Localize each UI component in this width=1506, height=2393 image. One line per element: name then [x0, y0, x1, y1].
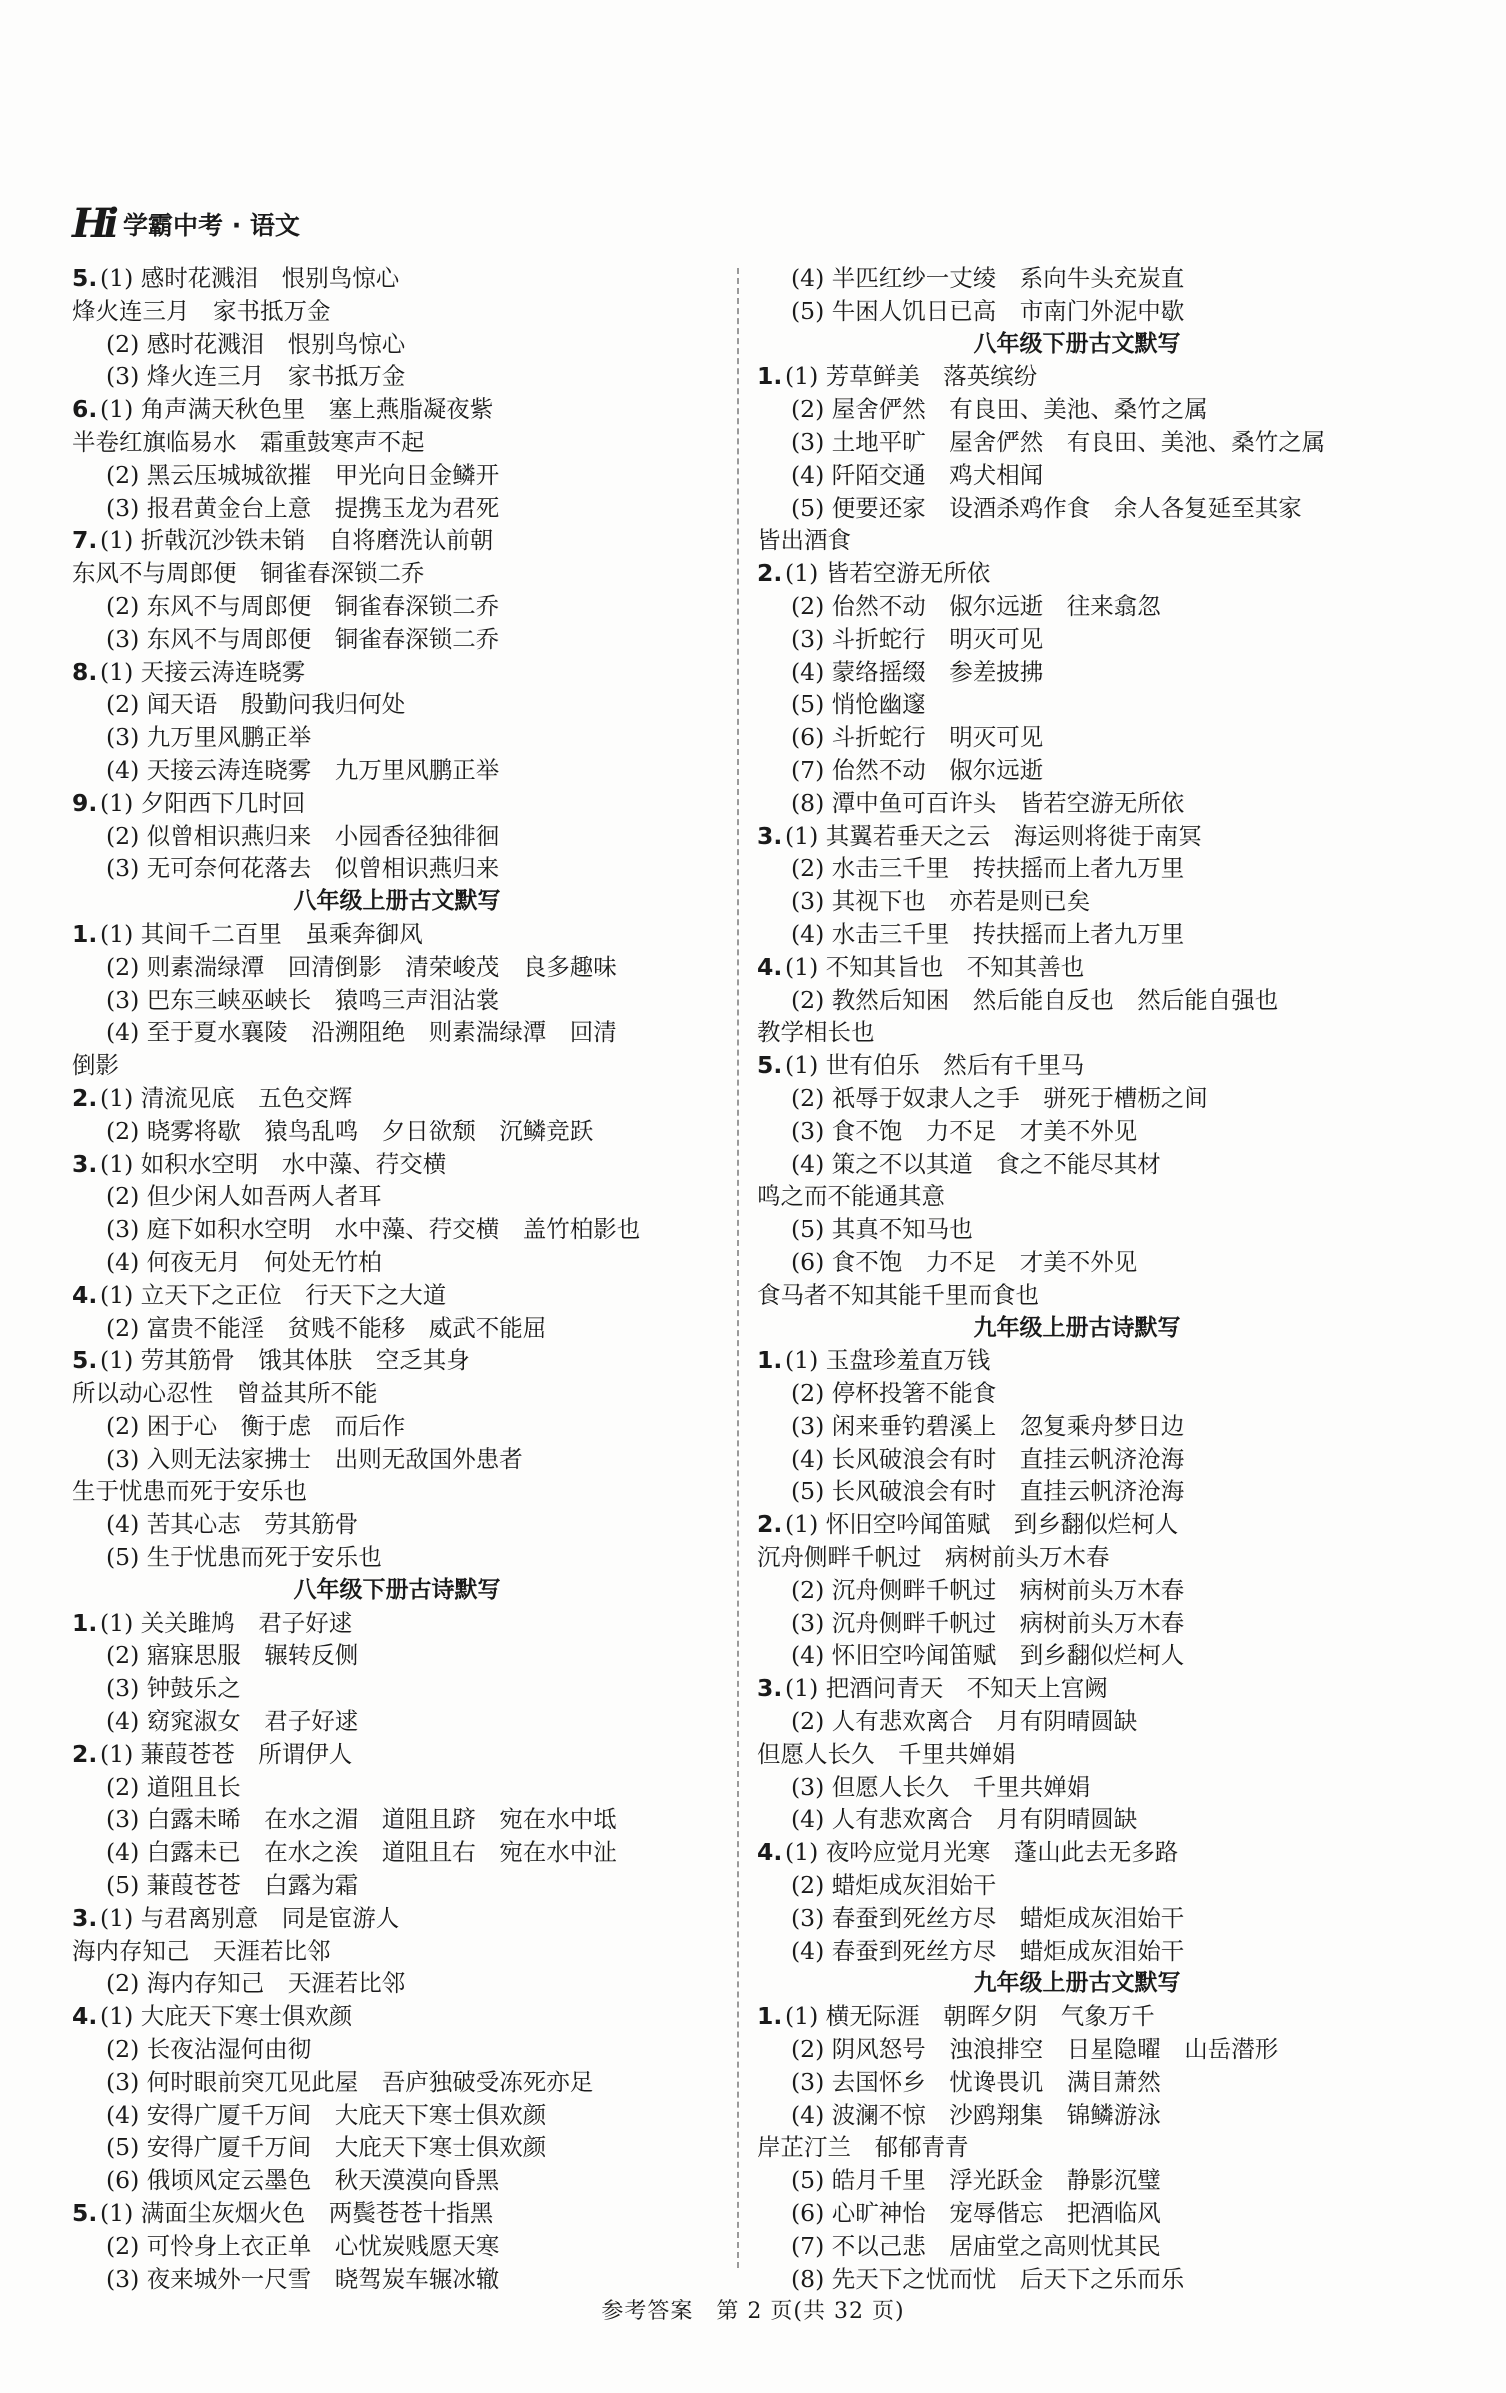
answer-line	[757, 1508, 1397, 1541]
answer-line: (2) 寤寐思服 辗转反侧	[106, 1641, 359, 1670]
answer-line: (2) 佁然不动 俶尔远逝 往来翕忽	[791, 591, 1161, 620]
answer-line: (5) 悄怆幽邃	[791, 690, 926, 719]
question-number: 9.	[72, 788, 98, 817]
answer-line: (6) 心旷神怡 宠辱偕忘 把酒临风	[791, 2199, 1161, 2228]
answer-line	[757, 820, 1397, 853]
question-number: 3.	[72, 1903, 98, 1932]
answer-line	[72, 1279, 722, 1312]
answer-line: (5) 牛困人饥日已高 市南门外泥中歇	[791, 296, 1185, 325]
answer-line: (3) 钟鼓乐之	[106, 1674, 241, 1703]
section-heading: 九年级上册古诗默写	[973, 1314, 1181, 1341]
answer-line: (3) 去国怀乡 忧谗畏讥 满目萧然	[791, 2067, 1161, 2096]
question-number: 2.	[72, 1083, 98, 1112]
answer-line: (3) 白露未晞 在水之湄 道阻且跻 宛在水中坻	[106, 1805, 617, 1834]
question-number: 4.	[757, 952, 783, 981]
answer-text: (1) 皆若空游无所依	[785, 559, 991, 588]
answer-line: (2) 教然后知困 然后能自反也 然后能自强也	[791, 985, 1279, 1014]
answer-text: (1) 把酒问青天 不知天上宫阙	[785, 1674, 1108, 1703]
answer-line: (3) 烽火连三月 家书抵万金	[106, 362, 406, 391]
answer-line: (2) 海内存知己 天涯若比邻	[106, 1969, 406, 1998]
answer-text: (1) 清流见底 五色交辉	[100, 1083, 353, 1112]
book-title: 学霸中考 · 语文	[123, 211, 300, 240]
answer-line	[72, 1607, 722, 1640]
answer-line: (2) 东风不与周郎便 铜雀春深锁二乔	[106, 591, 500, 620]
answer-continuation: 东风不与周郎便 铜雀春深锁二乔	[72, 559, 425, 588]
page-header	[72, 200, 300, 248]
answer-text: (1) 其翼若垂天之云 海运则将徙于南冥	[785, 821, 1202, 850]
answer-line: (5) 便要还家 设酒杀鸡作食 余人各复延至其家	[791, 493, 1302, 522]
answer-line: (3) 入则无法家拂士 出则无敌国外患者	[106, 1444, 523, 1473]
answer-continuation: 所以动心忍性 曾益其所不能	[72, 1379, 378, 1408]
answer-line: (2) 屋舍俨然 有良田、美池、桑竹之属	[791, 395, 1208, 424]
question-number: 1.	[757, 1346, 783, 1375]
question-number: 5.	[72, 1346, 98, 1375]
answer-line: (2) 人有悲欢离合 月有阴晴圆缺	[791, 1707, 1138, 1736]
answer-text: (1) 大庇天下寒士俱欢颜	[100, 2002, 353, 2031]
question-number: 3.	[757, 821, 783, 850]
section-heading: 八年级下册古文默写	[973, 330, 1181, 357]
answer-continuation: 倒影	[72, 1051, 119, 1080]
answer-line: (2) 阴风怒号 浊浪排空 日星隐曜 山岳潜形	[791, 2035, 1279, 2064]
answer-line	[72, 656, 722, 689]
answer-line	[72, 262, 722, 295]
answer-continuation: 烽火连三月 家书抵万金	[72, 296, 331, 325]
answer-line	[757, 557, 1397, 590]
answer-line: (4) 天接云涛连晓雾 九万里风鹏正举	[106, 755, 500, 784]
answer-line	[757, 951, 1397, 984]
answer-text: (1) 立天下之正位 行天下之大道	[100, 1280, 447, 1309]
question-number: 8.	[72, 657, 98, 686]
answer-text: (1) 夕阳西下几时回	[100, 788, 306, 817]
answer-line: (4) 苦其心志 劳其筋骨	[106, 1510, 359, 1539]
left-column	[72, 262, 722, 2295]
answer-line: (3) 何时眼前突兀见此屋 吾庐独破受冻死亦足	[106, 2067, 594, 2096]
answer-line	[72, 918, 722, 951]
answer-text: (1) 不知其旨也 不知其善也	[785, 952, 1085, 981]
answer-line: (3) 东风不与周郎便 铜雀春深锁二乔	[106, 624, 500, 653]
answer-line	[72, 2000, 722, 2033]
answer-line	[72, 393, 722, 426]
answer-line: (2) 但少闲人如吾两人者耳	[106, 1182, 382, 1211]
answer-line: (3) 沉舟侧畔千帆过 病树前头万木春	[791, 1608, 1185, 1637]
answer-line: (2) 闻天语 殷勤问我归何处	[106, 690, 406, 719]
question-number: 5.	[72, 2199, 98, 2228]
answer-line: (5) 生于忧患而死于安乐也	[106, 1543, 382, 1572]
answer-line	[72, 1344, 722, 1377]
answer-line: (3) 九万里风鹏正举	[106, 723, 312, 752]
answer-continuation: 生于忧患而死于安乐也	[72, 1477, 307, 1506]
section-heading: 九年级上册古文默写	[973, 1970, 1181, 1997]
question-number: 3.	[757, 1674, 783, 1703]
answer-line: (3) 夜来城外一尺雪 晓驾炭车辗冰辙	[106, 2264, 500, 2293]
answer-text: (1) 劳其筋骨 饿其体肤 空乏其身	[100, 1346, 470, 1375]
answer-line: (2) 则素湍绿潭 回清倒影 清荣峻茂 良多趣味	[106, 952, 617, 981]
question-number: 6.	[72, 395, 98, 424]
answer-text: (1) 关关雎鸠 君子好逑	[100, 1608, 353, 1637]
answer-line	[757, 1344, 1397, 1377]
answer-text: (1) 角声满天秋色里 塞上燕脂凝夜紫	[100, 395, 494, 424]
section-heading: 八年级上册古文默写	[293, 888, 501, 915]
answer-text: (1) 横无际涯 朝晖夕阴 气象万千	[785, 2002, 1155, 2031]
answer-line: (5) 其真不知马也	[791, 1215, 973, 1244]
answer-line: (2) 感时花溅泪 恨别鸟惊心	[106, 329, 406, 358]
answer-line	[72, 524, 722, 557]
answer-continuation: 但愿人长久 千里共婵娟	[757, 1739, 1016, 1768]
answer-continuation: 岸芷汀兰 郁郁青青	[757, 2133, 969, 2162]
answer-line	[757, 1836, 1397, 1869]
answer-text: (1) 天接云涛连晓雾	[100, 657, 306, 686]
answer-line: (8) 潭中鱼可百许头 皆若空游无所依	[791, 788, 1185, 817]
answer-line: (5) 蒹葭苍苍 白露为霜	[106, 1871, 359, 1900]
answer-continuation: 半卷红旗临易水 霜重鼓寒声不起	[72, 427, 425, 456]
question-number: 2.	[757, 559, 783, 588]
question-number: 1.	[72, 1608, 98, 1637]
answer-line: (2) 困于心 衡于虑 而后作	[106, 1411, 406, 1440]
answer-line: (7) 佁然不动 俶尔远逝	[791, 755, 1044, 784]
answer-line: (6) 俄顷风定云墨色 秋天漠漠向昏黑	[106, 2166, 500, 2195]
answer-line	[72, 2197, 722, 2230]
answer-line: (5) 长风破浪会有时 直挂云帆济沧海	[791, 1477, 1185, 1506]
answer-line: (4) 蒙络摇缀 参差披拂	[791, 657, 1044, 686]
answer-line: (3) 食不饱 力不足 才美不外见	[791, 1116, 1138, 1145]
answer-line: (2) 长夜沾湿何由彻	[106, 2035, 312, 2064]
answer-line: (3) 无可奈何花落去 似曾相识燕归来	[106, 854, 500, 883]
answer-line: (4) 安得广厦千万间 大庇天下寒士俱欢颜	[106, 2100, 547, 2129]
answer-line	[72, 1082, 722, 1115]
answer-line: (3) 庭下如积水空明 水中藻、荇交横 盖竹柏影也	[106, 1215, 641, 1244]
answer-line: (4) 策之不以其道 食之不能尽其材	[791, 1149, 1161, 1178]
answer-line: (4) 波澜不惊 沙鸥翔集 锦鳞游泳	[791, 2100, 1161, 2129]
answer-line: (4) 至于夏水襄陵 沿溯阻绝 则素湍绿潭 回清	[106, 1018, 617, 1047]
answer-line	[72, 1738, 722, 1771]
answer-text: (1) 满面尘灰烟火色 两鬓苍苍十指黑	[100, 2199, 494, 2228]
answer-continuation: 海内存知己 天涯若比邻	[72, 1936, 331, 1965]
answer-line: (2) 停杯投箸不能食	[791, 1379, 997, 1408]
page-footer: 参考答案 第 2 页(共 32 页)	[601, 2299, 905, 2324]
answer-line: (4) 白露未已 在水之涘 道阻且右 宛在水中沚	[106, 1838, 617, 1867]
answer-line: (3) 斗折蛇行 明灭可见	[791, 624, 1044, 653]
answer-continuation: 皆出酒食	[757, 526, 851, 555]
answer-line	[72, 1902, 722, 1935]
question-number: 4.	[72, 1280, 98, 1309]
answer-line: (6) 食不饱 力不足 才美不外见	[791, 1247, 1138, 1276]
answer-line: (2) 晓雾将歇 猿鸟乱鸣 夕日欲颓 沉鳞竞跃	[106, 1116, 594, 1145]
answer-line: (2) 沉舟侧畔千帆过 病树前头万木春	[791, 1575, 1185, 1604]
question-number: 5.	[757, 1051, 783, 1080]
answer-line: (4) 半匹红纱一丈绫 系向牛头充炭直	[791, 264, 1185, 292]
answer-line: (3) 报君黄金台上意 提携玉龙为君死	[106, 493, 500, 522]
question-number: 4.	[72, 2002, 98, 2031]
answer-line: (2) 可怜身上衣正单 心忧炭贱愿天寒	[106, 2231, 500, 2260]
question-number: 2.	[72, 1739, 98, 1768]
answer-line: (4) 何夜无月 何处无竹柏	[106, 1247, 382, 1276]
answer-text: (1) 玉盘珍羞直万钱	[785, 1346, 991, 1375]
answer-line: (5) 皓月千里 浮光跃金 静影沉璧	[791, 2166, 1161, 2195]
answer-line: (4) 怀旧空吟闻笛赋 到乡翻似烂柯人	[791, 1641, 1185, 1670]
answer-continuation: 教学相长也	[757, 1018, 875, 1047]
answer-text: (1) 芳草鲜美 落英缤纷	[785, 362, 1038, 391]
question-number: 1.	[757, 2002, 783, 2031]
answer-line: (2) 黑云压城城欲摧 甲光向日金鳞开	[106, 460, 500, 489]
answer-text: (1) 感时花溅泪 恨别鸟惊心	[100, 264, 400, 292]
answer-line	[757, 2000, 1397, 2033]
column-divider	[737, 268, 739, 2268]
answer-line: (4) 水击三千里 抟扶摇而上者九万里	[791, 919, 1185, 948]
question-number: 2.	[757, 1510, 783, 1539]
answer-text: (1) 世有伯乐 然后有千里马	[785, 1051, 1085, 1080]
answer-text: (1) 夜吟应觉月光寒 蓬山此去无多路	[785, 1838, 1179, 1867]
section-heading: 八年级下册古诗默写	[293, 1576, 501, 1603]
answer-text: (1) 如积水空明 水中藻、荇交横	[100, 1149, 447, 1178]
question-number: 5.	[72, 264, 98, 292]
answer-line: (2) 水击三千里 抟扶摇而上者九万里	[791, 854, 1185, 883]
answer-line: (4) 长风破浪会有时 直挂云帆济沧海	[791, 1444, 1185, 1473]
answer-line: (8) 先天下之忧而忧 后天下之乐而乐	[791, 2264, 1185, 2293]
answer-text: (1) 怀旧空吟闻笛赋 到乡翻似烂柯人	[785, 1510, 1179, 1539]
answer-line: (3) 其视下也 亦若是则已矣	[791, 887, 1091, 916]
answer-line	[757, 1672, 1397, 1705]
answer-line: (4) 阡陌交通 鸡犬相闻	[791, 460, 1044, 489]
answer-continuation: 食马者不知其能千里而食也	[757, 1280, 1039, 1309]
question-number: 4.	[757, 1838, 783, 1867]
answer-line: (2) 蜡炬成灰泪始干	[791, 1871, 997, 1900]
question-number: 1.	[72, 919, 98, 948]
answer-line	[72, 1148, 722, 1181]
answer-line: (2) 道阻且长	[106, 1772, 241, 1801]
answer-line: (4) 春蚕到死丝方尽 蜡炬成灰泪始干	[791, 1936, 1185, 1965]
answer-text: (1) 其间千二百里 虽乘奔御风	[100, 919, 423, 948]
brand-logo: Hi	[72, 200, 113, 247]
answer-line: (3) 闲来垂钓碧溪上 忽复乘舟梦日边	[791, 1411, 1185, 1440]
answer-line	[757, 360, 1397, 393]
answer-continuation: 鸣之而不能通其意	[757, 1182, 945, 1211]
answer-line: (3) 春蚕到死丝方尽 蜡炬成灰泪始干	[791, 1903, 1185, 1932]
answer-line: (7) 不以己悲 居庙堂之高则忧其民	[791, 2231, 1161, 2260]
answer-line: (2) 富贵不能淫 贫贱不能移 威武不能屈	[106, 1313, 547, 1342]
answer-line: (6) 斗折蛇行 明灭可见	[791, 723, 1044, 752]
answer-line	[757, 1049, 1397, 1082]
answer-text: (1) 与君离别意 同是宦游人	[100, 1903, 400, 1932]
answer-line: (2) 祇辱于奴隶人之手 骈死于槽枥之间	[791, 1083, 1208, 1112]
answer-line: (4) 人有悲欢离合 月有阴晴圆缺	[791, 1805, 1138, 1834]
answer-text: (1) 蒹葭苍苍 所谓伊人	[100, 1739, 353, 1768]
question-number: 1.	[757, 362, 783, 391]
answer-line: (4) 窈窕淑女 君子好逑	[106, 1707, 359, 1736]
right-column	[757, 262, 1397, 2295]
answer-line	[72, 787, 722, 820]
question-number: 7.	[72, 526, 98, 555]
answer-continuation: 沉舟侧畔千帆过 病树前头万木春	[757, 1543, 1110, 1572]
answer-line: (3) 巴东三峡巫峡长 猿鸣三声泪沾裳	[106, 985, 500, 1014]
answer-line: (2) 似曾相识燕归来 小园香径独徘徊	[106, 821, 500, 850]
answer-line: (5) 安得广厦千万间 大庇天下寒士俱欢颜	[106, 2133, 547, 2162]
answer-line: (3) 但愿人长久 千里共婵娟	[791, 1772, 1091, 1801]
answer-line: (3) 土地平旷 屋舍俨然 有良田、美池、桑竹之属	[791, 427, 1326, 456]
question-number: 3.	[72, 1149, 98, 1178]
answer-text: (1) 折戟沉沙铁未销 自将磨洗认前朝	[100, 526, 494, 555]
